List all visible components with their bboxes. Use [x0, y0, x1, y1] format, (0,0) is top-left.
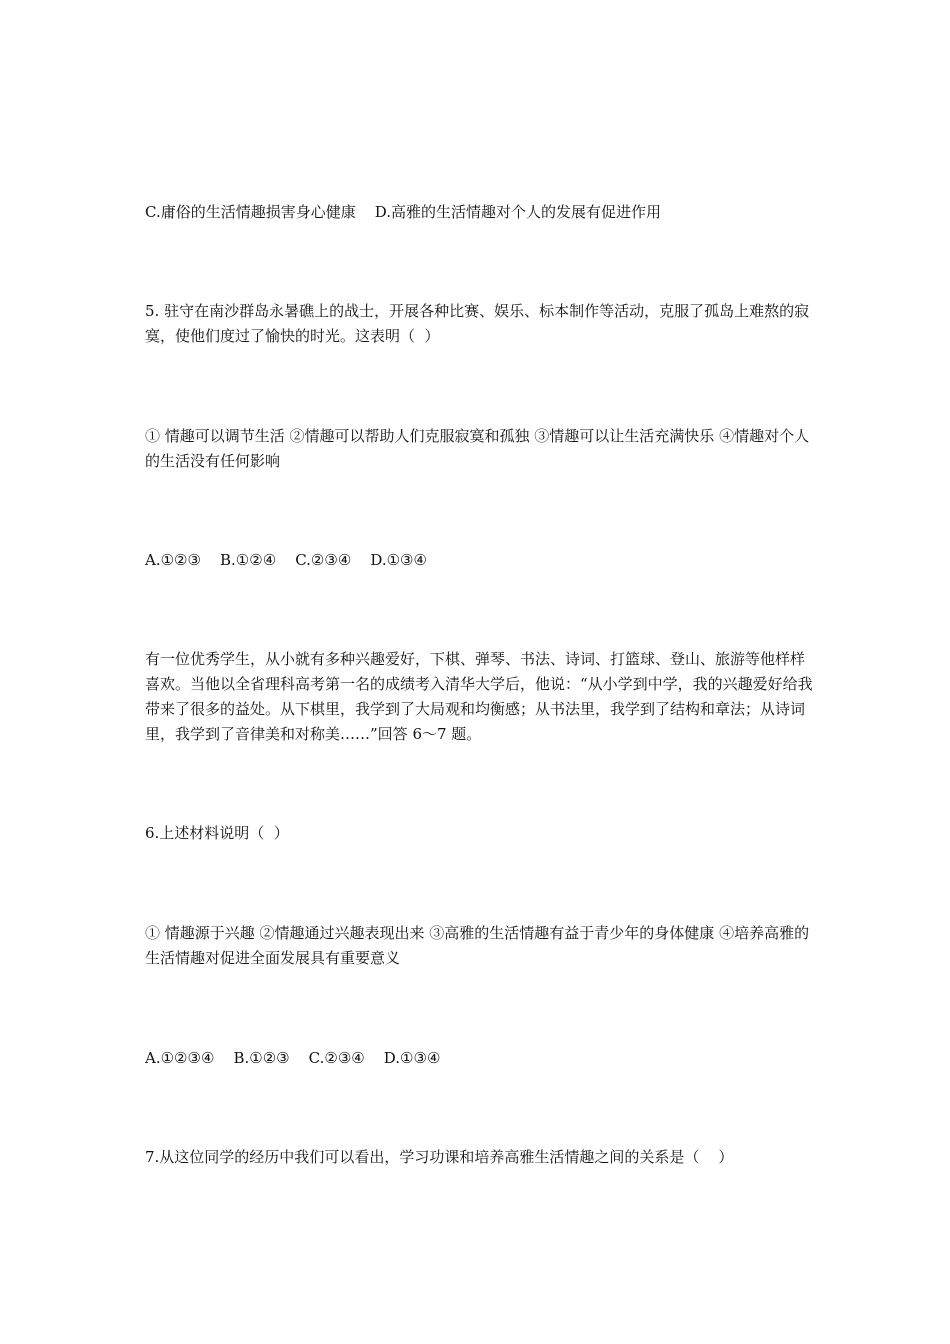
question-6-statements: ① 情趣源于兴趣 ②情趣通过兴趣表现出来 ③高雅的生活情趣有益于青少年的身体健康 ④培养高雅的生活情趣对促进全面发展具有重要意义	[145, 924, 810, 967]
question-6: 6.上述材料说明（ ）	[145, 824, 289, 842]
question-7: 7.从这位同学的经历中我们可以看出，学习功课和培养高雅生活情趣之间的关系是（ ）	[145, 1148, 734, 1166]
option-line-c-d: C.庸俗的生活情趣损害身心健康 D.高雅的生活情趣对个人的发展有促进作用	[145, 203, 662, 221]
question-5-statements: ① 情趣可以调节生活 ②情趣可以帮助人们克服寂寞和孤独 ③情趣可以让生活充满快乐 ④情趣对个人的生活没有任何影响	[145, 427, 810, 470]
question-5: 5. 驻守在南沙群岛永暑礁上的战士，开展各种比赛、娱乐、标本制作等活动，克服了孤岛上难熬的寂寞，使他们度过了愉快的时光。这表明（ ）	[145, 302, 810, 345]
question-5-options: A.①②③ B.①②④ C.②③④ D.①③④	[145, 551, 427, 569]
question-6-options: A.①②③④ B.①②③ C.②③④ D.①③④	[145, 1049, 441, 1067]
reading-material: 有一位优秀学生，从小就有多种兴趣爱好，下棋、弹琴、书法、诗词、打篮球、登山、旅游等他样样喜欢。当他以全省理科高考第一名的成绩考入清华大学后，他说：“从小学到中学，我的兴趣爱好给我带来了很多的益处。从下棋里，我学到了大局观和均衡感；从书法里，我学到了结构和章法；从诗词里，我学到了音律美和对称美……”回答 6～7 题。	[145, 650, 813, 743]
